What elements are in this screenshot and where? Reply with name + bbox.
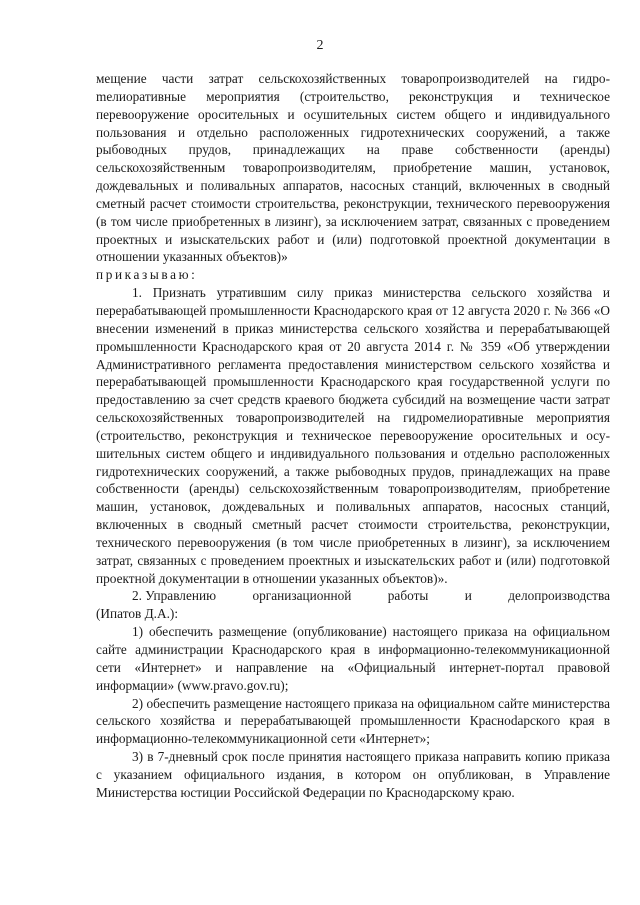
item-1-paragraph: 1. Признать утратившим силу приказ министерства сельского хозяйства и перерабатывающей промышленности Краснодарского края от 12 августа 2020 г. № 366 «О внесении изменений в приказ министерства сельского хозяйства и перерабатывающей промышленности Краснодарского края от 20 августа 2014 г. № 359 «Об утверждении Административного регламента предоставления министерством сельского хозяйства и перерабатывающей промышленности Краснодарского края государственной услуги по предоставлению за счет средств краевого бюджета субсидий на возмещение части затрат сельскохозяйственных товаропроизводителей на гидромелиоративные мероприятия (строительство, реконструкция и техническое перевооружение оросительных и осушительных систем общего и индивидуального пользования и отдельно расположенных гидротехнических сооружений, а также рыбоводных прудов, принадлежащих на праве собственности (аренды) сельскохозяйственным товаропроизводителям, приобретение машин, установок, дождевальных и поливальных аппаратов, насосных станций, включенных в сводный сметный расчет стоимости строительства, реконструкции, технического перевооружения (в том числе приобретенных в лизинг), за исключением затрат, связанных с проведением проектных и изыскательских работ и (или) подготовкой проектной документации в отношении указанных объектов)». — [96, 285, 610, 586]
page-number: 2 — [316, 38, 324, 53]
item-2-word: работы — [387, 588, 429, 604]
item-2-word: и — [464, 588, 472, 604]
item-2-heading — [96, 587, 610, 605]
document-body — [96, 70, 610, 802]
item-2-word: организационной — [252, 588, 352, 604]
item-2-responsible: (Ипатов Д.А.): — [96, 606, 179, 622]
sub-item-3: 3) в 7-дневный срок после принятия настоящего приказа направить копию приказа с указанием официального издания, в котором он опубликован, в Управление Министерства юстиции Российской Федерации по Краснодарскому краю. — [96, 749, 610, 800]
sub-item-1: 1) обеспечить размещение (опубликование) настоящего приказа на официальном сайте администрации Краснодарского края в информационно-телекоммуникационной сети «Интернет» и направление на «Официальный интернет-портал правовой информации» (www.pravo.gov.ru); — [96, 624, 610, 693]
sub-item-2: 2) обеспечить размещение настоящего приказа на официальном сайте министерства сельского хозяйства и перерабатывающей промышленности Красноdарского края в информационно-телекоммуникационной сети «Интернет»; — [96, 695, 610, 747]
item-2-word: делопроизводства — [508, 588, 610, 604]
item-2-word: 2. Управлению — [132, 588, 217, 604]
intro-paragraph: мещение части затрат сельскохозяйственных товаропроизводителей на гидроmелиоративные мероприятия (строительство, реконструкция и техническое перевооружение оросительных и осушительных систем общего и индивидуального пользования и отдельно расположенных гидротехнических сооружений, а также рыбоводных прудов, принадлежащих на праве собственности (аренды) сельскохозяйственным товаропроизводителям, приобретение машин, установок, дождевальных и поливальных аппаратов, насосных станций, включенных в сводный сметный расчет стоимости строительства, реконструкции, технического перевооружения (в том числе приобретенных в лизинг), за исключением затрат, связанных с проведением проектных и изыскательских работ и (или) подготовкой проектной документации в отношении указанных объектов)» — [96, 71, 610, 265]
order-word: приказываю: — [96, 267, 198, 283]
